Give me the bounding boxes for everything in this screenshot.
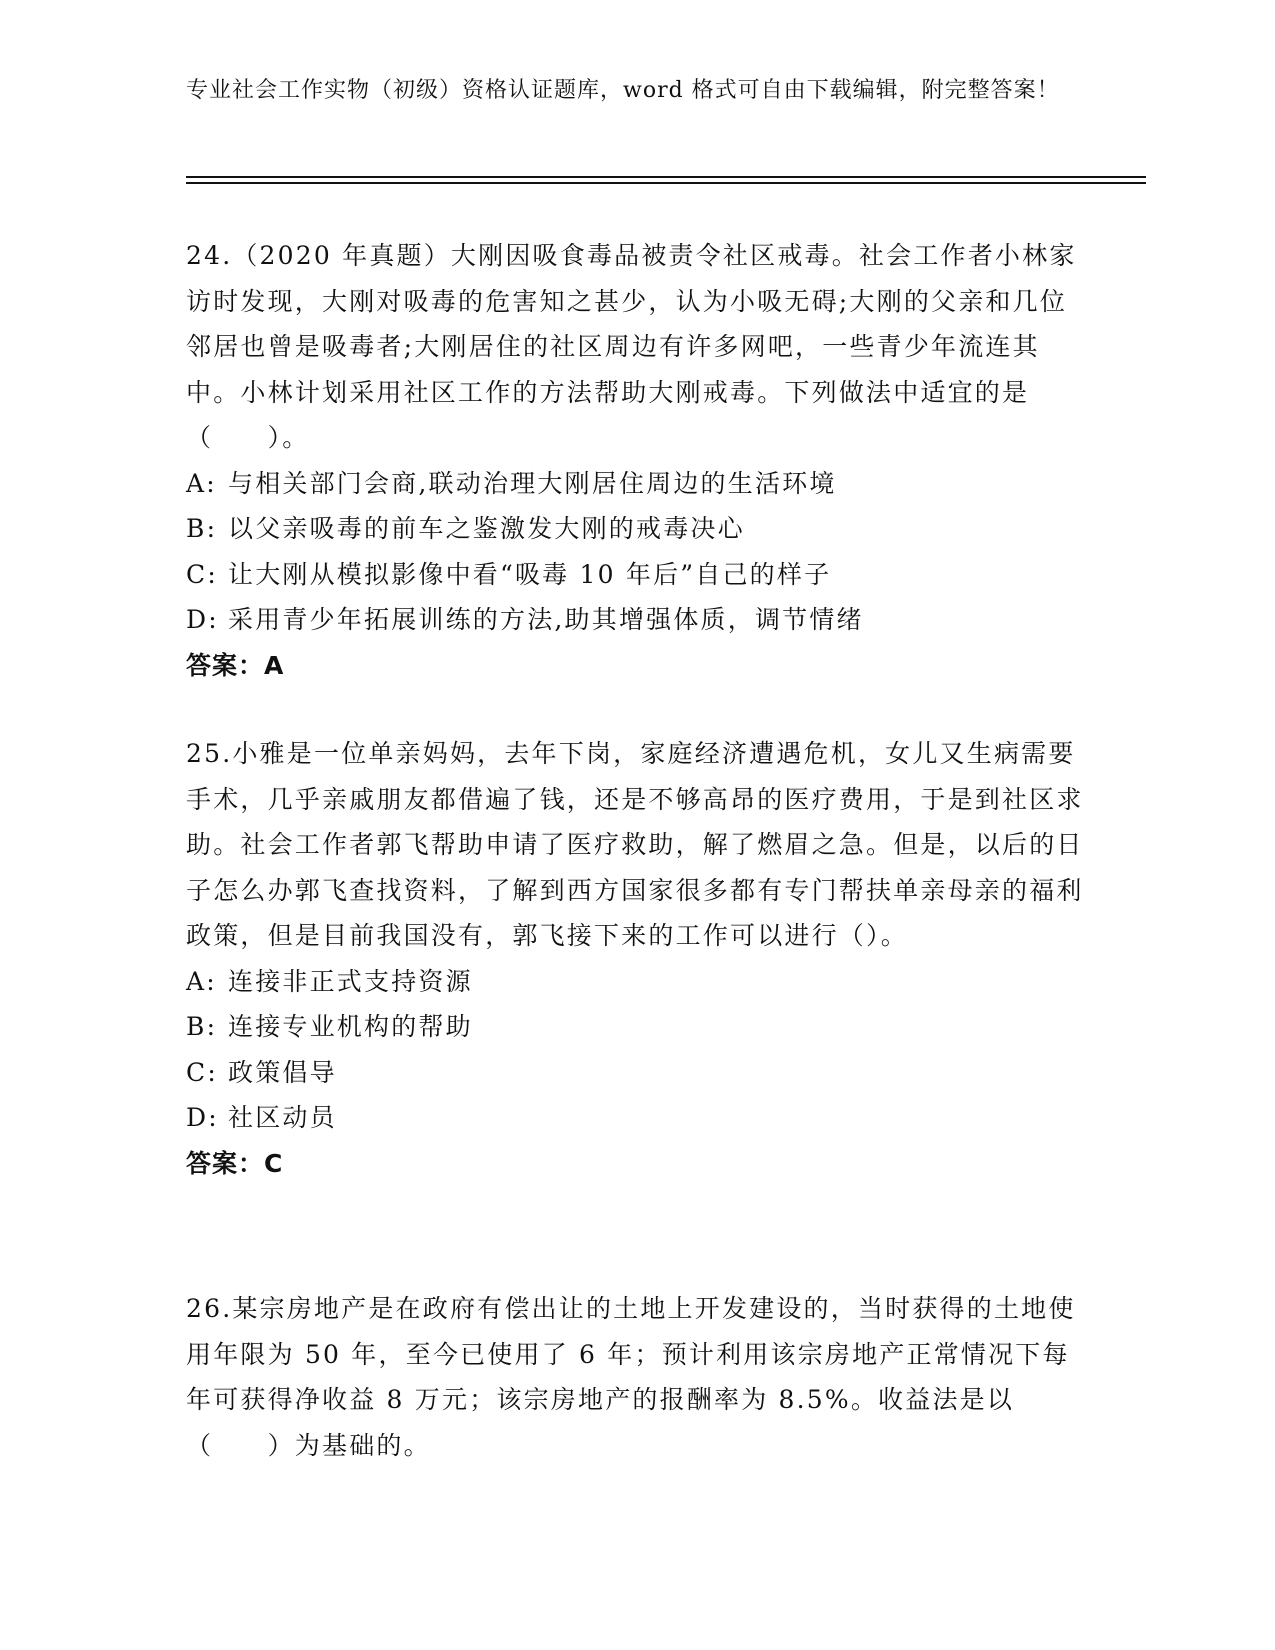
option-text: 采用青少年拓展训练的方法,助其增强体质，调节情绪 xyxy=(228,605,864,634)
question-26 xyxy=(186,1286,1086,1468)
option-text: 政策倡导 xyxy=(228,1057,337,1087)
header-divider-top xyxy=(186,176,1146,178)
answer-line: 答案：A xyxy=(186,650,285,680)
option-key: B: xyxy=(186,1012,218,1041)
option-key: C: xyxy=(186,1057,218,1087)
option-text: 让大刚从模拟影像中看“吸毒 10 年后”自己的样子 xyxy=(228,559,832,589)
header-divider-bottom xyxy=(186,182,1146,184)
option-b xyxy=(186,506,1086,552)
option-d xyxy=(186,1095,1086,1141)
option-key: A: xyxy=(186,966,217,996)
option-b xyxy=(186,1004,1086,1050)
question-stem: 25.小雅是一位单亲妈妈，去年下岗，家庭经济遭遇危机，女儿又生病需要手术，几乎亲戚朋友都借遍了钱，还是不够高昂的医疗费用，于是到社区求助。社会工作者郭飞帮助申请了医疗救助，解了燃眉之急。但是，以后的日子怎么办郭飞查找资料，了解到西方国家很多都有专门帮扶单亲母亲的福利政策，但是目前我国没有，郭飞接下来的工作可以进行（）。 xyxy=(186,739,1084,950)
option-text: 以父亲吸毒的前车之鉴激发大刚的戒毒决心 xyxy=(228,514,745,543)
document-header: 专业社会工作实物（初级）资格认证题库，word 格式可自由下载编辑，附完整答案！ xyxy=(186,78,1060,103)
option-key: A: xyxy=(186,468,217,498)
answer-line: 答案：C xyxy=(186,1148,284,1178)
option-key: D: xyxy=(186,1103,219,1132)
option-a xyxy=(186,461,1086,507)
question-24 xyxy=(186,233,1086,688)
option-c xyxy=(186,552,1086,598)
question-stem: 24.（2020 年真题）大刚因吸食毒品被责令社区戒毒。社会工作者小林家访时发现，大刚对吸毒的危害知之甚少，认为小吸无碍;大刚的父亲和几位邻居也曾是吸毒者;大刚居住的社区周边有许多网吧，一些青少年流连其中。小林计划采用社区工作的方法帮助大刚戒毒。下列做法中适宜的是（ ）。 xyxy=(186,241,1077,452)
option-text: 连接专业机构的帮助 xyxy=(228,1012,473,1041)
option-text: 连接非正式支持资源 xyxy=(228,966,473,996)
option-c xyxy=(186,1050,1086,1096)
question-25 xyxy=(186,731,1086,1186)
option-key: D: xyxy=(186,605,219,634)
option-key: C: xyxy=(186,559,218,589)
question-stem: 26.某宗房地产是在政府有偿出让的土地上开发建设的，当时获得的土地使用年限为 50 年，至今已使用了 6 年；预计利用该宗房地产正常情况下每年可获得净收益 8 万元；该宗房地产的报酬率为 8.5%。收益法是以（ ）为基础的。 xyxy=(186,1294,1076,1460)
option-key: B: xyxy=(186,514,218,543)
option-text: 社区动员 xyxy=(228,1103,337,1132)
option-a xyxy=(186,959,1086,1005)
option-text: 与相关部门会商,联动治理大刚居住周边的生活环境 xyxy=(228,468,837,498)
option-d xyxy=(186,597,1086,643)
